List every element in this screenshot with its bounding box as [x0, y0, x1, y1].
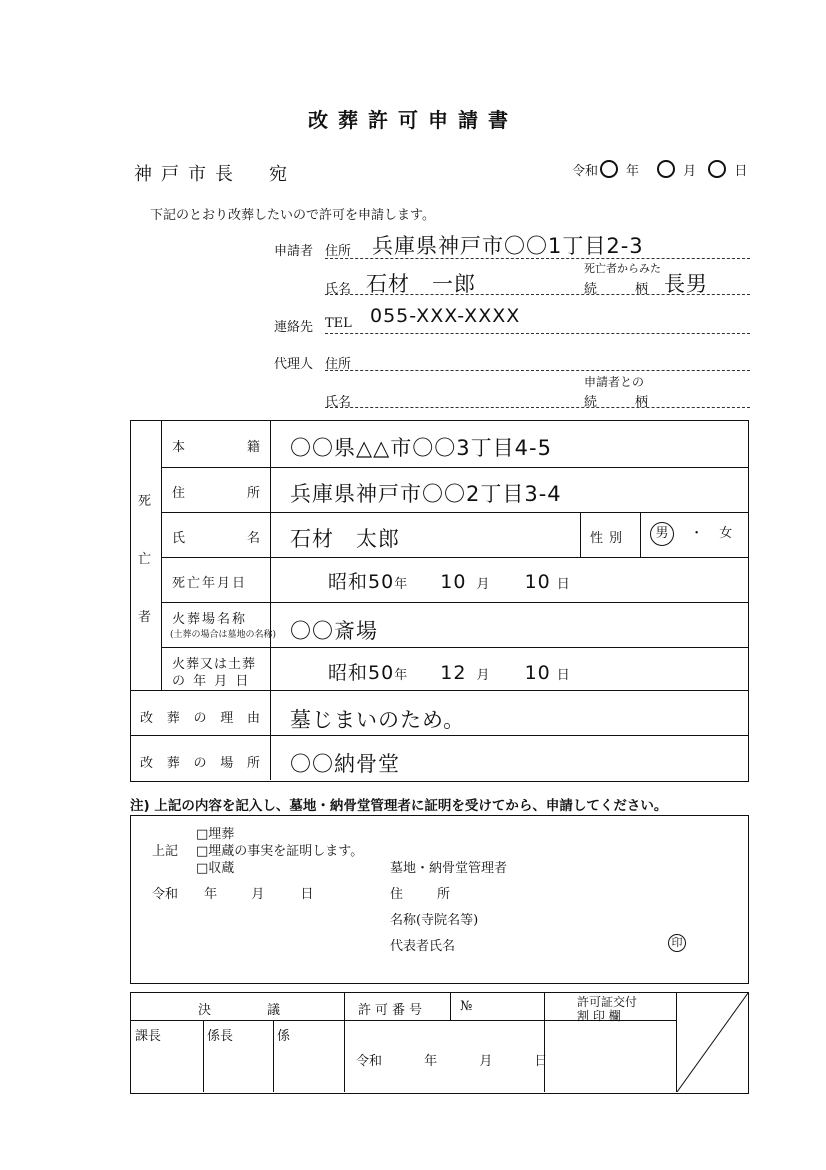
agent-address-line[interactable]: [325, 370, 750, 371]
crematorium-field[interactable]: 〇〇斎場: [290, 619, 378, 643]
issue-seal-label-2: 割 印 欄: [577, 1009, 621, 1023]
gender-label: 性別: [590, 531, 629, 546]
contact-label: 連絡先: [274, 320, 314, 335]
gender-male-option[interactable]: 男: [650, 522, 674, 546]
representative-label: 代表者氏名: [390, 939, 456, 954]
subsection-chief-label: 係長: [207, 1029, 234, 1044]
instruction-note: 注) 上記の内容を記入し、墓地・納骨堂管理者に証明を受けてから、申請してください。: [130, 798, 668, 814]
diagonal-slash: [677, 993, 748, 1092]
death-date-field[interactable]: 昭和50年 10 月 10 日: [328, 571, 570, 593]
applicant-relation-caption: 死亡者からみた: [584, 262, 661, 275]
document-title: 改葬許可申請書: [308, 108, 518, 132]
applicant-address-line: [325, 258, 750, 259]
reason-label: 改 葬 の 理 由: [140, 711, 260, 726]
section-chief-label: 課長: [135, 1029, 162, 1044]
applicant-name-field[interactable]: 石材 一郎: [366, 272, 476, 296]
crematorium-sublabel: (土葬の場合は墓地の名称): [170, 630, 277, 640]
certificate-option-burial[interactable]: □埋葬: [196, 827, 235, 842]
agent-relation-label-a: 続: [584, 395, 598, 410]
applicant-address-label: 住所: [325, 244, 352, 259]
contact-tel-field[interactable]: 055-XXX-XXXX: [370, 305, 521, 327]
issue-seal-label-1: 許可証交付: [577, 995, 638, 1009]
intro-text: 下記のとおり改葬したいので許可を申請します。: [150, 208, 435, 223]
staff-label: 係: [277, 1029, 291, 1044]
permit-number-label: 許可番号: [358, 1003, 427, 1018]
certificate-prefix: 上記: [152, 844, 179, 859]
deceased-side-label-3: 者: [138, 610, 152, 625]
domicile-label: 本 籍: [172, 440, 260, 455]
date-year-circle: [600, 160, 618, 178]
applicant-relation-field[interactable]: 長男: [664, 272, 708, 296]
manager-address-label: 住 所: [390, 887, 451, 902]
reason-field[interactable]: 墓じまいのため。: [290, 708, 466, 732]
label-column-divider: [270, 421, 271, 780]
gender-female-option[interactable]: 女: [719, 526, 733, 541]
agent-name-line[interactable]: [325, 407, 750, 408]
application-date: 令和 年 月 日: [572, 160, 747, 179]
place-label: 改 葬 の 場 所: [140, 756, 260, 771]
deceased-name-field[interactable]: 石材 太郎: [290, 527, 400, 551]
applicant-label: 申請者: [274, 244, 314, 259]
place-field[interactable]: 〇〇納骨堂: [290, 752, 400, 776]
agent-name-label: 氏名: [325, 395, 352, 410]
agent-label: 代理人: [274, 357, 314, 372]
deceased-side-label-1: 死: [138, 494, 152, 509]
cremation-date-label-1: 火葬又は土葬: [172, 657, 257, 672]
date-day-circle: [708, 160, 726, 178]
domicile-field[interactable]: 〇〇県△△市〇〇3丁目4-5: [290, 436, 552, 460]
applicant-name-line: [325, 294, 750, 295]
contact-tel-label: TEL: [325, 316, 352, 331]
deceased-name-label: 氏 名: [172, 531, 260, 546]
agent-relation-caption: 申請者との: [584, 375, 645, 389]
deceased-address-label: 住 所: [172, 486, 260, 501]
applicant-name-label: 氏名: [325, 282, 352, 297]
cremation-date-field[interactable]: 昭和50年 12 月 10 日: [328, 662, 570, 684]
applicant-relation-label-b: 柄: [635, 282, 649, 297]
deceased-address-field[interactable]: 兵庫県神戸市〇〇2丁目3-4: [290, 482, 562, 506]
gender-options: 男 ・ 女: [650, 522, 732, 546]
date-month-circle: [657, 160, 675, 178]
seal-mark: 印: [668, 934, 686, 952]
permit-number-field[interactable]: №: [460, 999, 473, 1014]
applicant-address-field[interactable]: 兵庫県神戸市〇〇1丁目2-3: [372, 234, 644, 258]
applicant-relation-label-a: 続: [584, 282, 598, 297]
cremation-date-label-2: の 年 月 日: [172, 674, 251, 689]
agent-address-label: 住所: [325, 357, 352, 372]
certificate-option-interment[interactable]: □埋蔵の事実を証明します。: [196, 844, 364, 859]
certificate-date[interactable]: 令和 年 月 日: [152, 887, 314, 902]
deceased-side-label-2: 亡: [138, 552, 152, 567]
certificate-option-storage[interactable]: □収蔵: [196, 861, 235, 876]
office-date[interactable]: 令和 年 月 日: [356, 1054, 548, 1069]
addressee: 神戸市長 宛: [134, 164, 296, 185]
crematorium-label: 火葬場名称: [172, 612, 248, 627]
manager-title: 墓地・納骨堂管理者: [390, 861, 508, 876]
death-date-label: 死亡年月日: [172, 576, 248, 591]
decision-label: 決 議: [198, 1003, 280, 1018]
manager-name-label: 名称(寺院名等): [390, 913, 479, 928]
contact-line: [325, 333, 750, 334]
agent-relation-label-b: 柄: [635, 395, 649, 410]
side-column-divider: [161, 421, 162, 690]
